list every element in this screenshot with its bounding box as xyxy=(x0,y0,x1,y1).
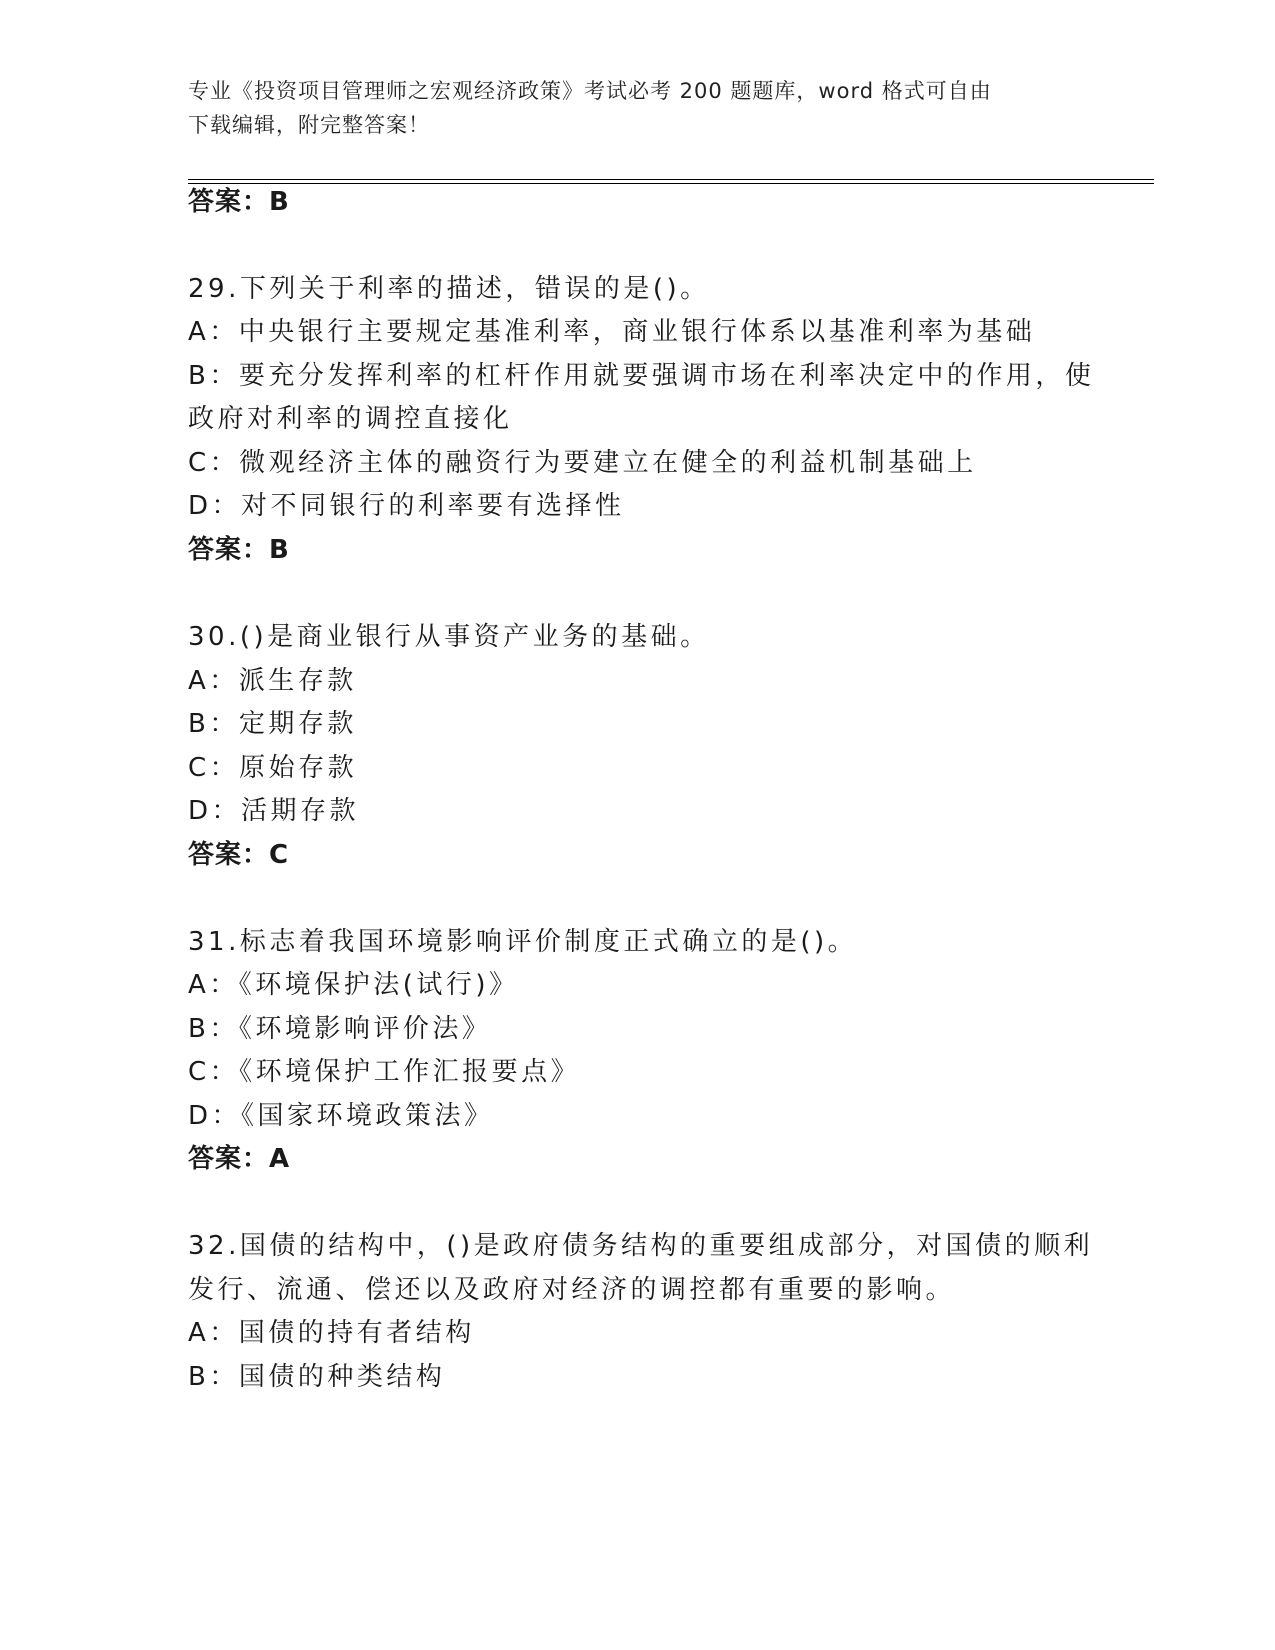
question-29-option-b-cont: 政府对利率的调控直接化 xyxy=(188,404,513,434)
question-29-option-d: D：对不同银行的利率要有选择性 xyxy=(188,491,625,521)
question-31-option-b: B：《环境影响评价法》 xyxy=(188,1014,492,1044)
question-31-option-d: D：《国家环境政策法》 xyxy=(188,1101,494,1131)
question-30-option-c: C：原始存款 xyxy=(188,753,358,783)
header-line-2: 下载编辑，附完整答案！ xyxy=(188,113,430,137)
question-30-stem: 30.()是商业银行从事资产业务的基础。 xyxy=(188,622,710,652)
question-29-stem: 29.下列关于利率的描述，错误的是()。 xyxy=(188,274,710,304)
question-30-option-b: B：定期存款 xyxy=(188,709,357,739)
question-29-answer: 答案：B xyxy=(188,535,290,565)
question-30-answer: 答案：C xyxy=(188,840,290,870)
question-31-stem: 31.标志着我国环境影响评价制度正式确立的是()。 xyxy=(188,927,858,957)
header-rule-top xyxy=(188,179,1154,180)
question-31-option-a: A：《环境保护法(试行)》 xyxy=(188,970,519,1000)
question-31-option-c: C：《环境保护工作汇报要点》 xyxy=(188,1057,581,1087)
previous-answer: 答案：B xyxy=(188,187,290,217)
question-32-stem-cont: 发行、流通、偿还以及政府对经济的调控都有重要的影响。 xyxy=(188,1275,956,1305)
question-32-option-a: A：国债的持有者结构 xyxy=(188,1318,475,1348)
question-29-option-c: C：微观经济主体的融资行为要建立在健全的利益机制基础上 xyxy=(188,448,977,478)
question-32-stem: 32.国债的结构中，()是政府债务结构的重要组成部分，对国债的顺利 xyxy=(188,1231,1094,1261)
question-30-option-d: D：活期存款 xyxy=(188,796,360,826)
question-31-answer: 答案：A xyxy=(188,1144,291,1174)
question-32-option-b: B：国债的种类结构 xyxy=(188,1362,446,1392)
question-29-option-a: A：中央银行主要规定基准利率，商业银行体系以基准利率为基础 xyxy=(188,317,1036,347)
question-29-option-b: B：要充分发挥利率的杠杆作用就要强调市场在利率决定中的作用，使 xyxy=(188,361,1095,391)
header-rule-bottom xyxy=(188,183,1154,184)
document-header xyxy=(188,74,1088,142)
header-line-1: 专业《投资项目管理师之宏观经济政策》考试必考 200 题题库，word 格式可自由 xyxy=(188,79,992,103)
question-30-option-a: A：派生存款 xyxy=(188,666,357,696)
